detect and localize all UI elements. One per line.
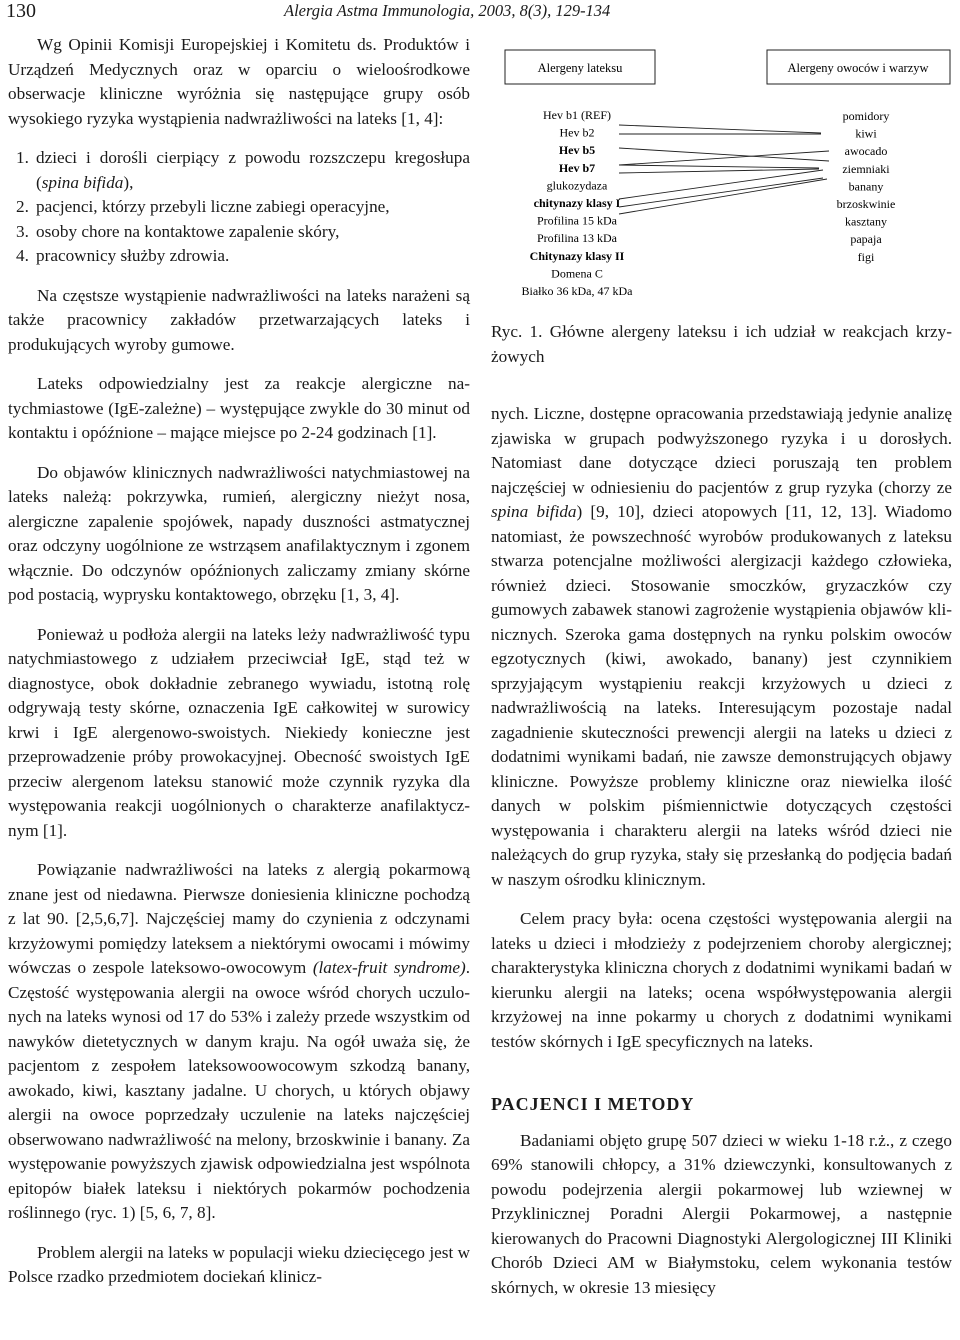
risk-group-list — [8, 146, 470, 269]
paragraph: Ponieważ u podłoża alergii na lateks leży nadwrażliwość typu natychmiastowego z udziałem przeciwciał IgE, stąd też w diagnostyce, obok dokładnie zebranego wywiadu, istotną rolę odgrywają testy skórne, oznaczenia IgE całkowitej w surowicy krwi i IgE alergenowo-swoistych. Niekiedy konieczne jest przeprowadzenie próby prowokacyjnej. Obecność swoistych IgE przeciw alergenom lateksu stanowić może czynnik ryzyka dla występowania reakcji uogólnionych o charakterze anafilaktycznym [1]. — [8, 624, 470, 840]
list-text: pracownicy służby zdrowia. — [36, 246, 230, 265]
cross-reaction-line — [619, 151, 829, 165]
italic-term: spina bifida — [491, 502, 577, 521]
list-text: dzieci i dorośli cierpiący z powodu rozszczepu kregosłupa ( — [36, 148, 470, 192]
latex-allergen-label: Domena C — [551, 266, 603, 281]
paragraph: Celem pracy była: ocena częstości występowania alergii na lateks u dzieci i młodzieży z podejrzeniem choroby alergicznej; charakterystyka kliniczna chorych z dodatnimi wynikami badań w kierunku alergii na lateks; ocena współwystępowania alergii krzyżowej na inne pokarmy u chorych z dodatnimi wynikami testów skórnych i IgE specyficznych na lateks. — [491, 909, 952, 1051]
paragraph — [8, 858, 470, 1226]
paragraph: Na częstsze wystąpienie nadwrażliwości na lateks narażeni są także pracownicy zakładów przetwarzających lateks i produkujących wyroby gumowe. — [8, 285, 470, 354]
paragraph: Problem alergii na lateks w populacji wieku dziecięcego jest w Polsce rzadko przedmiotem dociekań klinicz- — [8, 1242, 470, 1286]
food-allergen-label: kasztany — [845, 214, 887, 229]
section-heading: PACJENCI I METODY — [491, 1094, 695, 1114]
right-column — [491, 402, 952, 1315]
text: ) [9, 10], dzieci atopowych [11, 12, 13]. Wiadomo natomiast, że powszechność wyrobów produkowanych z lateksu stwarza potencjalne możliwości alergizacji każdego człowieka, również dzieci. Stosowanie smoczków, gryzaczków czy gumowych zabawek stanowi zagrożenie wystąpienia objawów klinicznych. Szeroka gama dostępnych na rynku polskim owoców egzotycznych (kiwi, awokado, banany) jest czynnikiem sprzyjającym wystąpieniu reakcji krzyżowych u dzieci z nadwrażliwością na lateks. Interesującym pozostaje nadal zagadnienie skuteczności prewencji alergii na lateks u dzieci z dodatnimi wynikami badań, nie zawsze demonstrujących objawy kliniczne. Powyższe problemy kliniczne oraz niewielka ilość danych w polskim piśmiennictwie dotyczących częstości występowania i charakteru alergii na lateks wśród dzieci nie należących do grup ryzyka, stały się przesłanką do podjęcia badań w naszym ośrodku klinicznym. — [491, 502, 952, 889]
journal-title: Alergia Astma Immunologia, 2003, 8(3), 129-134 — [284, 1, 611, 20]
paragraph: Do objawów klinicznych nadwrażliwości natychmiastowej na lateks należą: pokrzywka, rumień, alergiczny nieżyt nosa, alergiczne zapalenie spojówek, napady duszności astmatycznej oraz odczyny uogólnione ze wstrząsem anafilaktycznym i zgonem włącznie. Do odczynów opóźnionych zaliczamy zmiany skórne pod postacią, wyprysku kontaktowego, obrzęku [1, 3, 4]. — [8, 462, 470, 604]
intro-paragraph: Wg Opinii Komisji Europejskiej i Komitetu ds. Produktów i Urządzeń Medycznych oraz w oparciu o wieloośrodkowe obserwacje kliniczne wyróżnia się następujące grupy osób wysokiego ryzyka wystąpienia nadwrażliwości na lateks [1, 4]: — [8, 35, 470, 128]
allergen-diagram — [491, 44, 952, 312]
list-item — [16, 195, 470, 220]
figure-caption: Ryc. 1. Główne alergeny lateksu i ich udział w reakcjach krzyżowych — [491, 322, 952, 366]
latex-allergen-label: Hev b5 — [558, 143, 596, 158]
cross-reaction-line — [619, 148, 829, 161]
list-item — [16, 244, 470, 269]
paragraph: Badaniami objęto grupę 507 dzieci w wieku 1-18 r.ż., z czego 69% stanowili chłopcy, a 31% dziewczynki, konsultowanych z powodu podejrzenia alergii pokarmowej lub wziewnej w Przyklinicznej Poradni Alergii Pokarmowej, a następnie kierowanych do Pracowni Diagnostyki Alergologicznej III Kliniki Chorób Dzieci AM w Białymstoku, celem wykonania testów skórnych, w okresie 13 miesięcy — [491, 1130, 952, 1297]
food-allergen-label: papaja — [850, 232, 882, 247]
page-number: 130 — [6, 0, 36, 22]
latex-allergen-label: Hev b2 — [559, 125, 595, 140]
cross-reaction-line — [619, 165, 819, 168]
latex-allergen-label: Białko 36 kDa, 47 kDa — [521, 284, 633, 298]
latex-allergen-label: Profilina 13 kDa — [537, 231, 617, 246]
latex-allergen-label: chitynazy klasy I — [533, 196, 621, 210]
latex-allergens-title: Alergeny lateksu — [537, 61, 623, 75]
list-text: pacjenci, którzy przebyli liczne zabiegi operacyjne, — [36, 197, 390, 216]
latex-allergen-list — [522, 108, 634, 298]
page-header — [0, 0, 960, 28]
list-item — [16, 146, 470, 195]
latex-allergen-label: glukozydaza — [546, 178, 608, 193]
figure-1 — [491, 44, 952, 312]
food-allergens-title: Alergeny owoców i warzyw — [787, 61, 929, 75]
text: . Częstość występowania alergii na owoce wśród chorych uczulonych na lateks wynosi od 17 do 53% i zależy przede wszystkim od nawyków dietetycznych w danym kraju. Na ogół uważa się, że pacjentom z zespołem lateksowoowocowym szkodzą banany, awokado, kiwi, kasztany jadalne. U chorych, u których objawy alergii na owoce poprzedzały uczulenie na lateks najczęściej obserwowano nadwrażliwość na melony, brzoskwinie i banany. Za występowanie powyższych zjawisk odpowiedzialna jest wspólnota epitopów białek lateksu i niektórych pokarmów pochodzenia roślinnego (ryc. 1) [5, 6, 7, 8]. — [8, 958, 470, 1222]
cross-reaction-line — [619, 125, 821, 133]
food-allergen-label: banany — [848, 179, 884, 194]
latex-allergen-label: Hev b7 — [558, 160, 596, 175]
list-italic: spina bifida — [41, 172, 124, 192]
latex-allergen-label: Hev b1 (REF) — [543, 108, 611, 122]
latex-allergen-label: Chitynazy klasy II — [529, 248, 625, 263]
food-allergen-label: awocado — [844, 144, 888, 159]
italic-term: (latex-fruit syndrome) — [312, 958, 466, 977]
text: Powiązanie nadwrażliwości na lateks z alergią pokarmową znane jest od niedawna. Pierwsze doniesienia kliniczne pochodzą z lat 90. [2,5,6,7]. Najczęściej mamy do czynienia z odczynami krzyżowymi pomiędzy lateksem a niektórymi owocami i mówimy wówczas o zespole lateksowo-owocowym — [8, 860, 470, 977]
list-number: 2. — [16, 197, 29, 216]
list-number: 4. — [16, 246, 29, 265]
food-allergen-label: ziemniaki — [842, 161, 890, 176]
list-number: 1. — [16, 148, 29, 167]
food-allergen-list — [837, 109, 896, 264]
text: nych. Liczne, dostępne opracowania przedstawiają jedynie analizę zjawiska w grupach podwyższonego ryzyka i u dorosłych. Natomiast dane dotyczące dzieci poruszają ten problem najczęściej w odniesieniu do pacjentów z grup ryzyka (chorzy ze — [491, 404, 952, 497]
cross-reaction-line — [619, 178, 823, 207]
food-allergen-label: figi — [857, 249, 875, 264]
list-item — [16, 220, 470, 245]
paragraph: Lateks odpowiedzialny jest za reakcje alergiczne natychmiastowe (IgE-zależne) – występujące zwykle do 30 minut od kontaktu i opóźnione – mające miejsce po 2-24 godzinach [1]. — [8, 374, 470, 442]
list-text: osoby chore na kontaktowe zapalenie skóry, — [36, 221, 340, 241]
food-allergen-label: kiwi — [855, 126, 877, 141]
latex-allergen-label: Profilina 15 kDa — [537, 213, 617, 228]
food-allergen-label: pomidory — [842, 109, 890, 123]
paragraph — [491, 402, 952, 892]
cross-reaction-line — [619, 169, 819, 173]
cross-reaction-links — [619, 125, 829, 214]
food-allergen-label: brzoskwinie — [836, 197, 896, 211]
left-column — [8, 33, 470, 1305]
list-text-end: ), — [123, 172, 134, 192]
list-number: 3. — [16, 221, 29, 241]
